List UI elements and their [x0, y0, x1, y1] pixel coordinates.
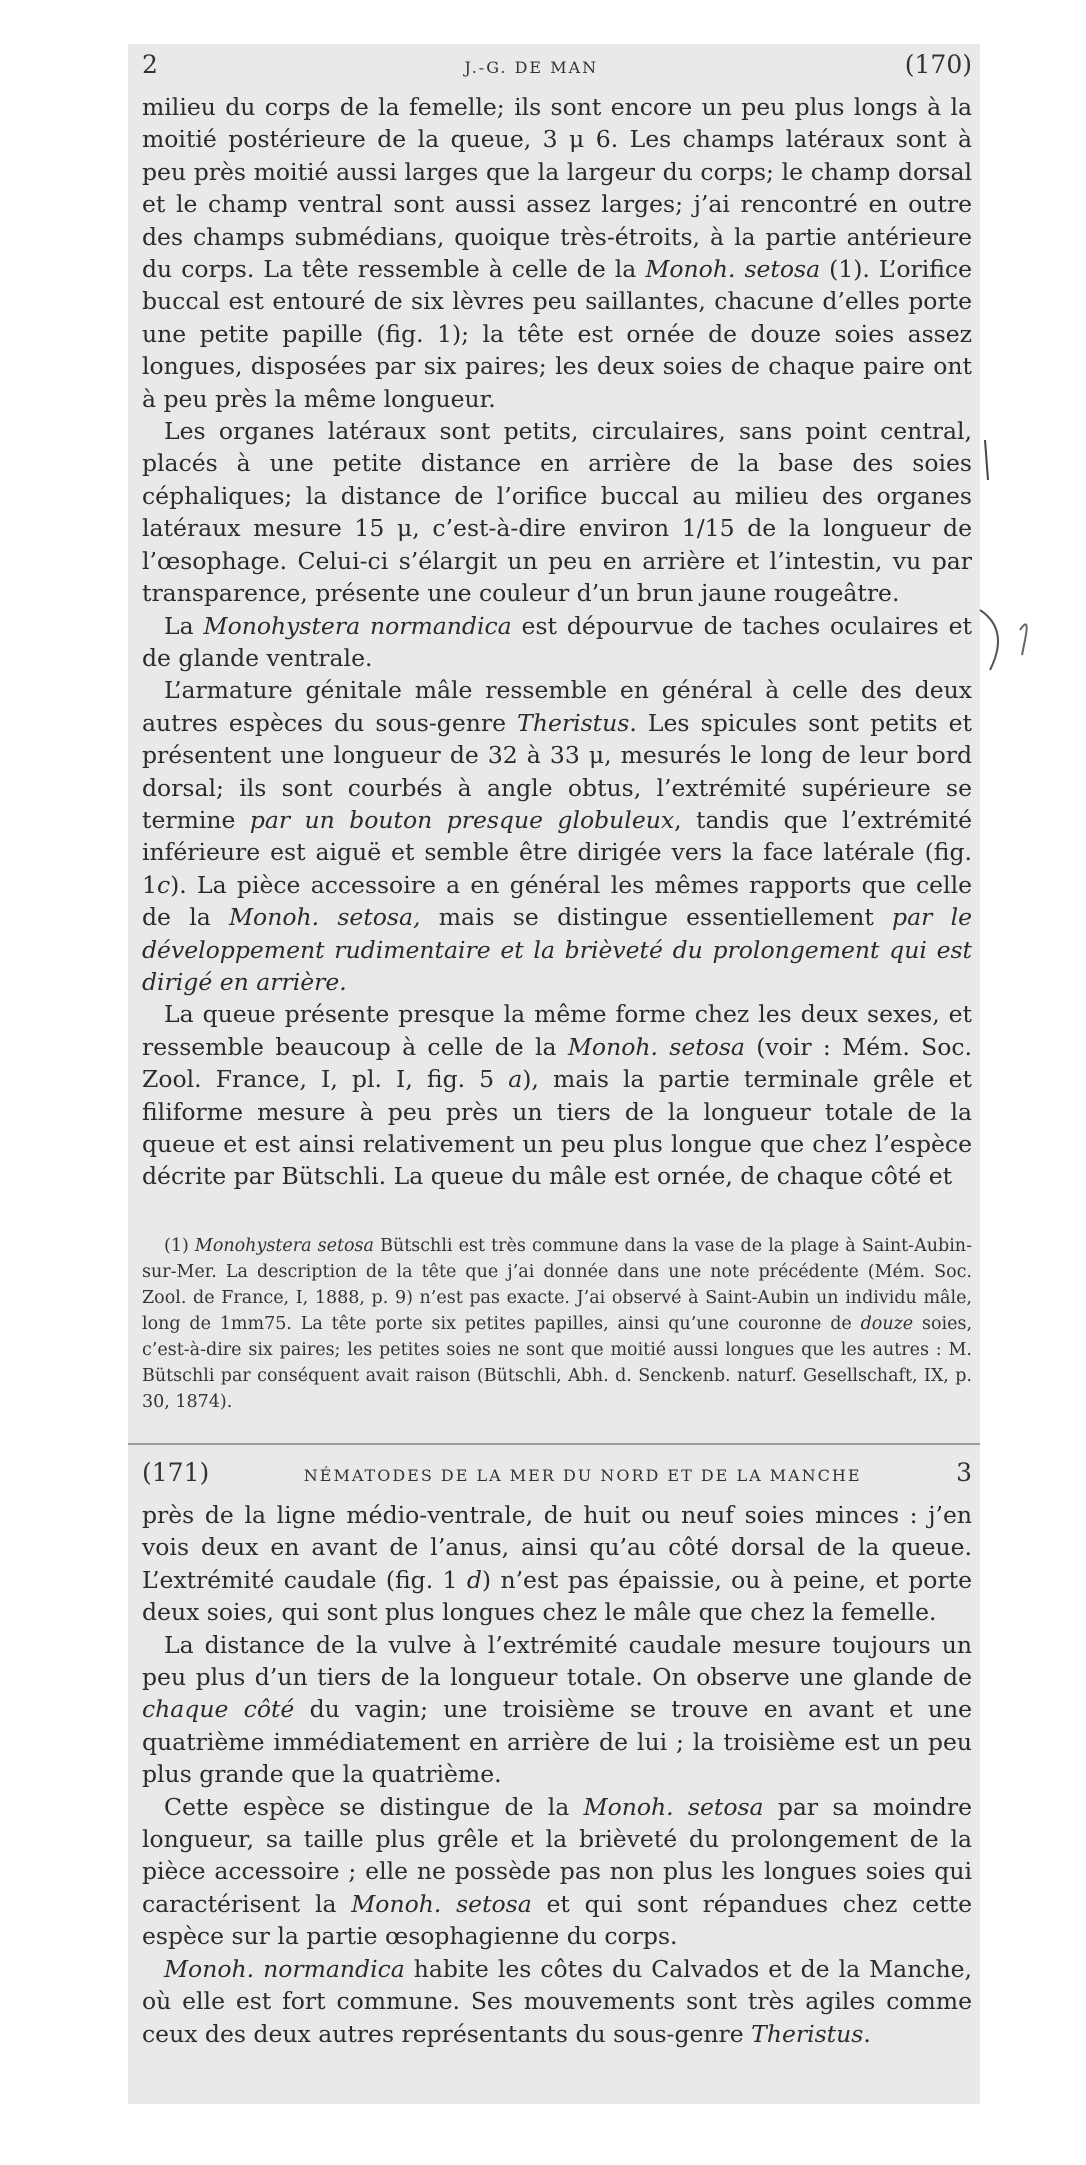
paragraph: La Monohystera normandica est dépourvue de taches oculaires et de glande ventrale. [142, 611, 972, 672]
page-header [142, 1458, 972, 1487]
footnote: (1) Monohystera setosa Bütschli est très commune dans la vase de la plage à Saint-Aubin-sur-Mer. La description de la tête que j’ai donnée dans une note précédente (Mém. Soc. Zool. de France, I, 1888, p. 9) n’est pas exacte. J’ai observé à Saint-Aubin un individu mâle, long de 1mm75. La tête porte six petites papilles, ainsi qu’une couronne de douze soies, c’est-à-dire six paires; les petites soies ne sont que moitié aussi longues que les autres : M. Bütschli par conséquent avait raison (Bütschli, Abh. d. Senckenb. naturf. Gesellschaft, IX, p. 30, 1874). [142, 1235, 973, 1412]
paragraph: milieu du corps de la femelle; ils sont encore un peu plus longs à la moitié postérieure de la queue, 3 μ 6. Les champs latéraux sont à peu près moitié aussi larges que la largeur du corps; le champ dorsal et le champ ventral sont aussi assez larges; j’ai rencontré en outre des champs submédians, quoique très-étroits, à la partie antérieure du corps. La tête ressemble à celle de la Monoh. setosa (1). L’orifice buccal est entouré de six lèvres peu saillantes, chacune d’elles porte une petite papille (fig. 1); la tête est ornée de douze soies assez longues, disposées par six paires; les deux soies de chaque paire ont à peu près la même longueur. [142, 93, 972, 413]
paragraph: Monoh. normandica habite les côtes du Calvados et de la Manche, où elle est fort commune. Ses mouvements sont très agiles comme ceux des deux autres représentants du sous-genre Theristus. [142, 1954, 972, 2048]
page-divider [128, 1443, 980, 1445]
page-number: 2 [142, 50, 158, 79]
bracket-page-number: (171) [142, 1458, 210, 1487]
paragraph: près de la ligne médio-ventrale, de huit ou neuf soies minces : j’en vois deux en avant de l’anus, ainsi qu’au côté dorsal de la queue. L’extrémité caudale (fig. 1 d) n’est pas épaissie, ou à peine, et porte deux soies, qui sont plus longues chez le mâle que chez la femelle. [142, 1501, 972, 1627]
page-171 [142, 1458, 972, 2050]
page-header [142, 50, 972, 79]
paragraph: L’armature génitale mâle ressemble en général à celle des deux autres espèces du sous-genre Theristus. Les spicules sont petits et présentent une longueur de 32 à 33 μ, mesurés le long de leur bord dorsal; ils sont courbés à angle obtus, l’extrémité supérieure se termine par un bouton presque globuleux, tandis que l’extrémité inférieure est aiguë et semble être dirigée vers la face latérale (fig. 1c). La pièce accessoire a en général les mêmes rapports que celle de la Monoh. setosa, mais se distingue essentiellement par le développement rudimentaire et la brièveté du prolongement qui est dirigé en arrière. [142, 676, 972, 996]
page-number: 3 [956, 1458, 972, 1487]
paragraph: La queue présente presque la même forme chez les deux sexes, et ressemble beaucoup à celle de la Monoh. setosa (voir : Mém. Soc. Zool. France, I, pl. I, fig. 5 a), mais la partie terminale grêle et filiforme mesure à peu près un tiers de la longueur totale de la queue et est ainsi relativement un peu plus longue que chez l’espèce décrite par Bütschli. La queue du mâle est ornée, de chaque côté et [142, 1000, 972, 1191]
paragraph: Les organes latéraux sont petits, circulaires, sans point central, placés à une petite distance en arrière de la base des soies céphaliques; la distance de l’orifice buccal au milieu des organes latéraux mesure 15 μ, c’est-à-dire environ 1/15 de la longueur de l’œsophage. Celui-ci s’élargit un peu en arrière et l’intestin, vu par transparence, présente une couleur d’un brun jaune rougeâtre. [142, 417, 972, 608]
running-title: NÉMATODES DE LA MER DU NORD ET DE LA MANCHE [303, 1466, 862, 1485]
running-title: J.-G. DE MAN [464, 58, 599, 77]
paragraph: La distance de la vulve à l’extrémité caudale mesure toujours un peu plus d’un tiers de la longueur totale. On observe une glande de chaque côté du vagin; une troisième se trouve en avant et une quatrième immédiatement en arrière de lui ; la troisième est un peu plus grande que la quatrième. [142, 1630, 972, 1789]
bracket-page-number: (170) [904, 50, 972, 79]
pencil-margin-marks [970, 440, 1040, 700]
paragraph: Cette espèce se distingue de la Monoh. setosa par sa moindre longueur, sa taille plus grêle et la brièveté du prolongement de la pièce accessoire ; elle ne possède pas non plus les longues soies qui caractérisent la Monoh. setosa et qui sont répandues chez cette espèce sur la partie œsophagienne du corps. [142, 1792, 972, 1951]
page-170 [142, 50, 972, 1415]
